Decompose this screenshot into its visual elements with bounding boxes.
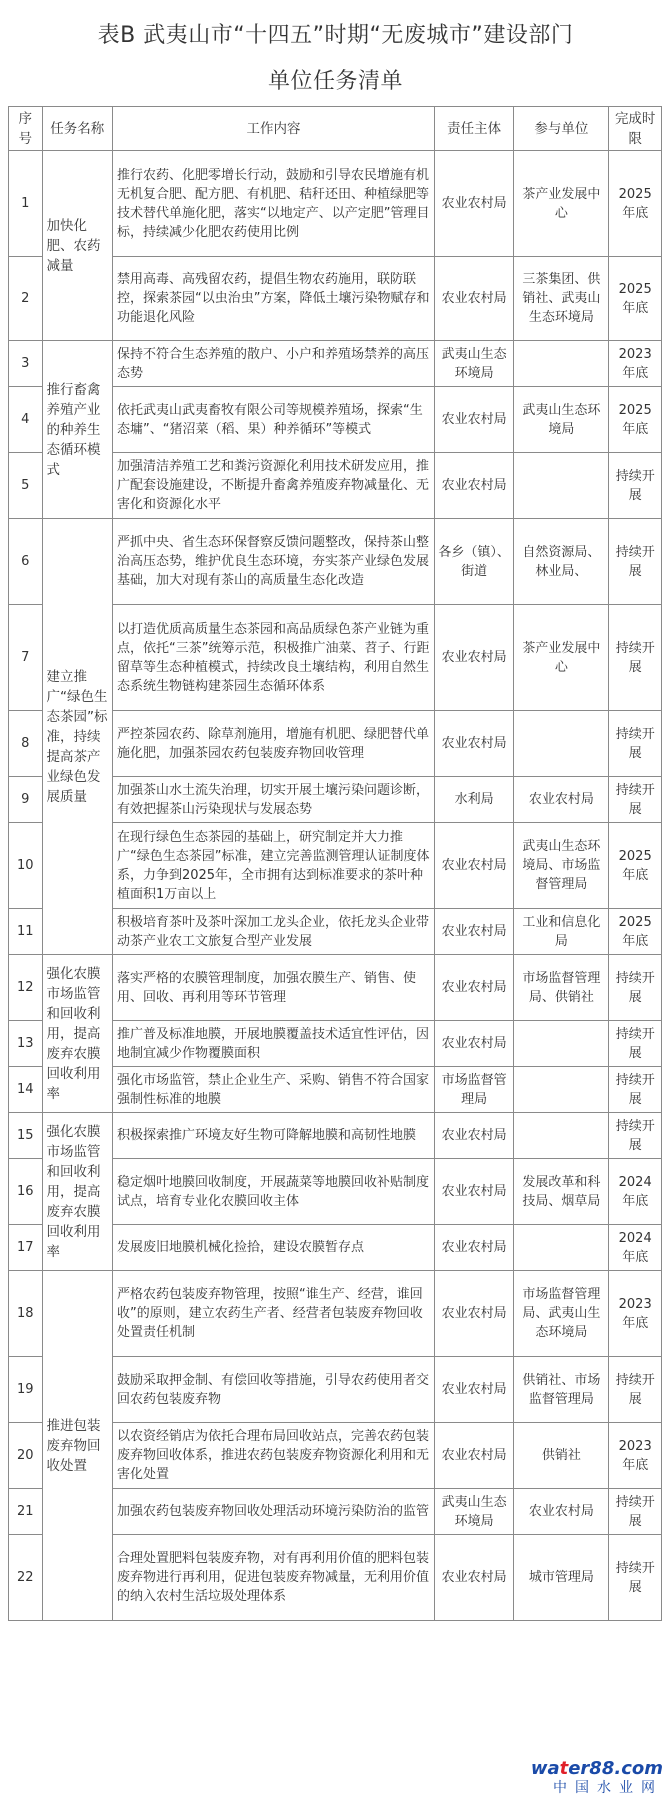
participant-cell xyxy=(514,1113,609,1159)
task-name-cell: 强化农膜市场监管和回收利用，提高废弃农膜回收利用率 xyxy=(42,955,112,1113)
responsible-cell: 各乡（镇）、街道 xyxy=(434,519,513,605)
deadline-cell: 持续开展 xyxy=(609,1489,662,1535)
work-content-cell: 合理处置肥料包装废弃物，对有再利用价值的肥料包装废弃物进行再利用，促进包装废弃物减量，无利用价值的纳入农村生活垃圾处理体系 xyxy=(112,1535,434,1621)
responsible-cell: 水利局 xyxy=(434,777,513,823)
watermark-logo xyxy=(513,1758,663,1802)
responsible-cell: 农业农村局 xyxy=(434,1021,513,1067)
deadline-cell: 2023年底 xyxy=(609,341,662,387)
deadline-cell: 2025年底 xyxy=(609,257,662,341)
watermark-url: water88.com xyxy=(530,1758,663,1779)
work-content-cell: 推广普及标准地膜，开展地膜覆盖技术适宜性评估，因地制宜减少作物覆膜面积 xyxy=(112,1021,434,1067)
participant-cell: 市场监督管理局、供销社 xyxy=(514,955,609,1021)
participant-cell: 武夷山生态环境局 xyxy=(514,387,609,453)
participant-cell: 农业农村局 xyxy=(514,777,609,823)
work-content-cell: 稳定烟叶地膜回收制度，开展蔬菜等地膜回收补贴制度试点，培育专业化农膜回收主体 xyxy=(112,1159,434,1225)
deadline-cell: 2023年底 xyxy=(609,1423,662,1489)
responsible-cell: 农业农村局 xyxy=(434,1159,513,1225)
participant-cell xyxy=(514,341,609,387)
responsible-cell: 农业农村局 xyxy=(434,1271,513,1357)
work-content-cell: 严抓中央、省生态环保督察反馈问题整改，保持茶山整治高压态势，维护优良生态环境，夯实茶产业绿色发展基础，加大对现有茶山的高质量生态化改造 xyxy=(112,519,434,605)
deadline-cell: 2025年底 xyxy=(609,151,662,257)
work-content-cell: 积极培育茶叶及茶叶深加工龙头企业，依托龙头企业带动茶产业农工文旅复合型产业发展 xyxy=(112,909,434,955)
table-row xyxy=(9,1113,662,1159)
participant-cell: 供销社 xyxy=(514,1423,609,1489)
responsible-cell: 农业农村局 xyxy=(434,823,513,909)
deadline-cell: 持续开展 xyxy=(609,711,662,777)
row-number: 18 xyxy=(9,1271,43,1357)
deadline-cell: 2025年底 xyxy=(609,387,662,453)
responsible-cell: 武夷山生态环境局 xyxy=(434,341,513,387)
row-number: 12 xyxy=(9,955,43,1021)
participant-cell: 供销社、市场监督管理局 xyxy=(514,1357,609,1423)
header-seq: 序号 xyxy=(9,107,43,151)
responsible-cell: 市场监督管理局 xyxy=(434,1067,513,1113)
row-number: 2 xyxy=(9,257,43,341)
participant-cell: 武夷山生态环境局、市场监督管理局 xyxy=(514,823,609,909)
row-number: 4 xyxy=(9,387,43,453)
deadline-cell: 持续开展 xyxy=(609,519,662,605)
document-title-line1: 表B 武夷山市“十四五”时期“无废城市”建设部门 xyxy=(97,23,574,48)
watermark-site-name: 中国水业网 xyxy=(553,1780,663,1796)
participant-cell: 三茶集团、供销社、武夷山生态环境局 xyxy=(514,257,609,341)
responsible-cell: 农业农村局 xyxy=(434,711,513,777)
deadline-cell: 2024年底 xyxy=(609,1225,662,1271)
deadline-cell: 持续开展 xyxy=(609,1113,662,1159)
deadline-cell: 持续开展 xyxy=(609,1535,662,1621)
participant-cell xyxy=(514,1067,609,1113)
table-row xyxy=(9,151,662,257)
participant-cell: 茶产业发展中心 xyxy=(514,605,609,711)
deadline-cell: 2023年底 xyxy=(609,1271,662,1357)
row-number: 6 xyxy=(9,519,43,605)
row-number: 15 xyxy=(9,1113,43,1159)
responsible-cell: 农业农村局 xyxy=(434,1113,513,1159)
deadline-cell: 持续开展 xyxy=(609,955,662,1021)
header-part: 参与单位 xyxy=(514,107,609,151)
participant-cell: 发展改革和科技局、烟草局 xyxy=(514,1159,609,1225)
responsible-cell: 农业农村局 xyxy=(434,257,513,341)
work-content-cell: 加强茶山水土流失治理，切实开展土壤污染问题诊断，有效把握茶山污染现状与发展态势 xyxy=(112,777,434,823)
deadline-cell: 持续开展 xyxy=(609,453,662,519)
row-number: 7 xyxy=(9,605,43,711)
row-number: 9 xyxy=(9,777,43,823)
deadline-cell: 持续开展 xyxy=(609,605,662,711)
deadline-cell: 持续开展 xyxy=(609,1357,662,1423)
responsible-cell: 农业农村局 xyxy=(434,1357,513,1423)
participant-cell: 茶产业发展中心 xyxy=(514,151,609,257)
work-content-cell: 发展废旧地膜机械化捡拾，建设农膜暂存点 xyxy=(112,1225,434,1271)
row-number: 22 xyxy=(9,1535,43,1621)
header-deadline: 完成时限 xyxy=(609,107,662,151)
responsible-cell: 农业农村局 xyxy=(434,955,513,1021)
work-content-cell: 禁用高毒、高残留农药，提倡生物农药施用，联防联控，探索茶园“以虫治虫”方案，降低土壤污染物赋存和功能退化风险 xyxy=(112,257,434,341)
responsible-cell: 农业农村局 xyxy=(434,1225,513,1271)
work-content-cell: 强化市场监管，禁止企业生产、采购、销售不符合国家强制性标准的地膜 xyxy=(112,1067,434,1113)
participant-cell xyxy=(514,1225,609,1271)
work-content-cell: 严格农药包装废弃物管理，按照“谁生产、经营，谁回收”的原则，建立农药生产者、经营者包装废弃物回收处置责任机制 xyxy=(112,1271,434,1357)
responsible-cell: 农业农村局 xyxy=(434,1423,513,1489)
row-number: 1 xyxy=(9,151,43,257)
row-number: 10 xyxy=(9,823,43,909)
deadline-cell: 持续开展 xyxy=(609,777,662,823)
deadline-cell: 2024年底 xyxy=(609,1159,662,1225)
deadline-cell: 2025年底 xyxy=(609,823,662,909)
row-number: 13 xyxy=(9,1021,43,1067)
participant-cell xyxy=(514,711,609,777)
responsible-cell: 农业农村局 xyxy=(434,605,513,711)
row-number: 19 xyxy=(9,1357,43,1423)
responsible-cell: 农业农村局 xyxy=(434,387,513,453)
row-number: 21 xyxy=(9,1489,43,1535)
header-task: 任务名称 xyxy=(42,107,112,151)
header-row xyxy=(9,107,662,151)
participant-cell: 市场监督管理局、武夷山生态环境局 xyxy=(514,1271,609,1357)
task-name-cell: 推进包装废弃物回收处置 xyxy=(42,1271,112,1621)
table-row xyxy=(9,955,662,1021)
header-content: 工作内容 xyxy=(112,107,434,151)
responsible-cell: 农业农村局 xyxy=(434,453,513,519)
row-number: 5 xyxy=(9,453,43,519)
work-content-cell: 加强农药包装废弃物回收处理活动环境污染防治的监管 xyxy=(112,1489,434,1535)
task-name-cell: 强化农膜市场监管和回收利用，提高废弃农膜回收利用率 xyxy=(42,1113,112,1271)
participant-cell xyxy=(514,453,609,519)
row-number: 3 xyxy=(9,341,43,387)
task-name-cell: 建立推广“绿色生态茶园”标准，持续提高茶产业绿色发展质量 xyxy=(42,519,112,955)
work-content-cell: 加强清洁养殖工艺和粪污资源化利用技术研发应用，推广配套设施建设，不断提升畜禽养殖废弃物减量化、无害化和资源化水平 xyxy=(112,453,434,519)
work-content-cell: 以打造优质高质量生态茶园和高品质绿色茶产业链为重点，依托“三茶”统筹示范，积极推广油菜、苕子、行距留草等生态种植模式，持续改良土壤结构，利用自然生态系统生物链构建茶园生态循环体系 xyxy=(112,605,434,711)
row-number: 20 xyxy=(9,1423,43,1489)
responsible-cell: 农业农村局 xyxy=(434,909,513,955)
work-content-cell: 推行农药、化肥零增长行动，鼓励和引导农民增施有机无机复合肥、配方肥、有机肥、秸秆还田、种植绿肥等技术替代单施化肥，落实“以地定产、以产定肥”管理目标，持续减少化肥农药使用比例 xyxy=(112,151,434,257)
row-number: 14 xyxy=(9,1067,43,1113)
task-table xyxy=(8,106,662,1621)
table-row xyxy=(9,341,662,387)
work-content-cell: 积极探索推广环境友好生物可降解地膜和高韧性地膜 xyxy=(112,1113,434,1159)
deadline-cell: 持续开展 xyxy=(609,1067,662,1113)
header-resp: 责任主体 xyxy=(434,107,513,151)
work-content-cell: 鼓励采取押金制、有偿回收等措施，引导农药使用者交回农药包装废弃物 xyxy=(112,1357,434,1423)
participant-cell: 农业农村局 xyxy=(514,1489,609,1535)
participant-cell: 自然资源局、林业局、 xyxy=(514,519,609,605)
work-content-cell: 严控茶园农药、除草剂施用，增施有机肥、绿肥替代单施化肥，加强茶园农药包装废弃物回收管理 xyxy=(112,711,434,777)
row-number: 11 xyxy=(9,909,43,955)
document-title-line2: 单位任务清单 xyxy=(267,69,403,94)
work-content-cell: 在现行绿色生态茶园的基础上，研究制定并大力推广“绿色生态茶园”标准，建立完善监测管理认证制度体系，力争到2025年，全市拥有达到标准要求的茶叶种植面积1万亩以上 xyxy=(112,823,434,909)
row-number: 16 xyxy=(9,1159,43,1225)
task-name-cell: 加快化肥、农药减量 xyxy=(42,151,112,341)
table-row xyxy=(9,1271,662,1357)
work-content-cell: 以农资经销店为依托合理布局回收站点，完善农药包装废弃物回收体系，推进农药包装废弃物资源化利用和无害化处置 xyxy=(112,1423,434,1489)
work-content-cell: 保持不符合生态养殖的散户、小户和养殖场禁养的高压态势 xyxy=(112,341,434,387)
work-content-cell: 依托武夷山武夷畜牧有限公司等规模养殖场，探索“生态墉”、“猪沼菜（稻、果）种养循环”等模式 xyxy=(112,387,434,453)
task-name-cell: 推行畜禽养殖产业的种养生态循环模式 xyxy=(42,341,112,519)
participant-cell: 工业和信息化局 xyxy=(514,909,609,955)
participant-cell: 城市管理局 xyxy=(514,1535,609,1621)
deadline-cell: 持续开展 xyxy=(609,1021,662,1067)
responsible-cell: 农业农村局 xyxy=(434,1535,513,1621)
deadline-cell: 2025年底 xyxy=(609,909,662,955)
participant-cell xyxy=(514,1021,609,1067)
work-content-cell: 落实严格的农膜管理制度，加强农膜生产、销售、使用、回收、再利用等环节管理 xyxy=(112,955,434,1021)
row-number: 17 xyxy=(9,1225,43,1271)
table-row xyxy=(9,519,662,605)
responsible-cell: 农业农村局 xyxy=(434,151,513,257)
responsible-cell: 武夷山生态环境局 xyxy=(434,1489,513,1535)
row-number: 8 xyxy=(9,711,43,777)
